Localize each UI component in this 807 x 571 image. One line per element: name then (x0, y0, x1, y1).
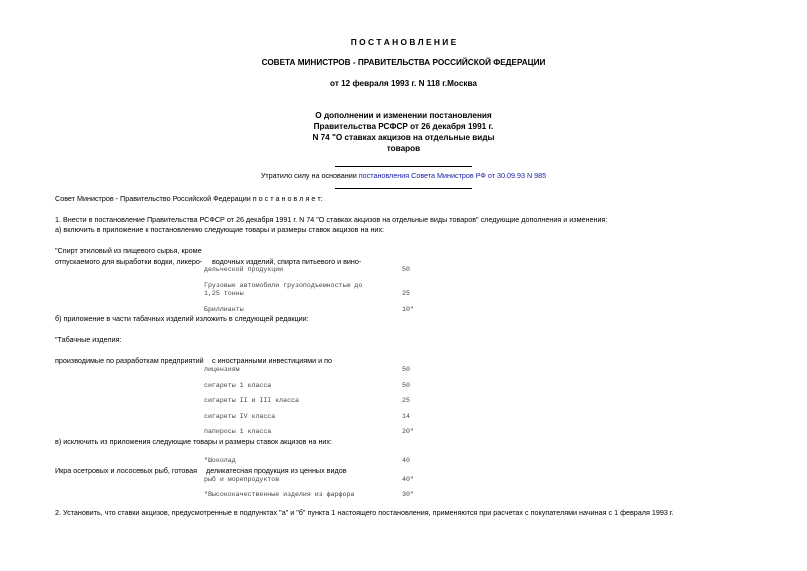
subparagraph-v: в) исключить из приложения следующие товары и размеры ставок акцизов на них: (55, 437, 333, 446)
rate-value: 30" (402, 491, 414, 498)
item-text: Бриллианты (204, 306, 244, 313)
divider-bottom (335, 188, 472, 189)
item-text: 1,25 тонны (204, 290, 244, 297)
item-text: рыб и морепродуктов (204, 476, 280, 483)
status-notice (0, 171, 807, 180)
rate-value: 50 (402, 266, 410, 273)
issuing-authority: СОВЕТА МИНИСТРОВ - ПРАВИТЕЛЬСТВА РОССИЙСКОЙ ФЕДЕРАЦИИ (261, 58, 546, 67)
item-text: деликатесная продукция из ценных видов (206, 466, 347, 475)
rate-value: 50 (402, 366, 410, 373)
preamble: Совет Министров - Правительство Российской Федерации п о с т а н о в л я е т: (55, 194, 323, 203)
paragraph-1: 1. Внести в постановление Правительства РСФСР от 26 декабря 1991 г. N 74 "О ставках акцизов на отдельные виды товаров" следующие дополнения и изменения: (55, 215, 608, 224)
document-title: П О С Т А Н О В Л Е Н И Е (350, 37, 457, 47)
item-text: "Спирт этиловый из пищевого сырья, кроме (55, 246, 202, 255)
item-text: Грузовые автомобили грузоподъемностью до (204, 282, 363, 289)
item-text: лицензиям (204, 366, 240, 373)
subject-line: О дополнении и изменении постановления (315, 111, 492, 120)
subject-line: N 74 "О ставках акцизов на отдельные виды (312, 133, 495, 142)
item-text: сигареты IV класса (204, 413, 276, 420)
divider-top (335, 166, 472, 167)
subject-line: товаров (386, 144, 421, 153)
rate-value: 50 (402, 382, 410, 389)
rate-value: 14 (402, 413, 410, 420)
item-text: "Табачные изделия: (55, 335, 122, 344)
rate-value: 10" (402, 306, 414, 313)
item-text: папиросы 1 класса (204, 428, 272, 435)
rate-value: 25 (402, 290, 410, 297)
item-text: с иностранными инвестициями и по (212, 356, 333, 365)
item-text: сигареты 1 класса (204, 382, 272, 389)
rate-value: 40" (402, 476, 414, 483)
item-text: дельческой продукции (204, 266, 284, 273)
item-text: сигареты II и III класса (204, 397, 299, 404)
item-text: "Шоколад (204, 457, 236, 464)
rate-value: 40 (402, 457, 410, 464)
subject-line: Правительства РСФСР от 26 декабря 1991 г. (313, 122, 494, 131)
subparagraph-a: а) включить в приложение к постановлению следующие товары и размеры ставок акцизов на них: (55, 225, 385, 234)
rate-value: 25 (402, 397, 410, 404)
item-text: "Высококачественные изделия из фарфора (204, 491, 355, 498)
status-prefix: Утратило силу на основании (260, 171, 359, 180)
repeal-decree-link[interactable]: постановления Совета Министров РФ от 30.09.93 N 985 (358, 171, 547, 180)
item-text: Икра осетровых и лососевых рыб, готовая (55, 466, 198, 475)
item-text: производимые по разработкам предприятий (55, 356, 204, 365)
paragraph-2: 2. Установить, что ставки акцизов, предусмотренные в подпунктах "а" и "б" пункта 1 настоящего постановления, применяются при расчетах с покупателями начиная с 1 февраля 1993 г. (55, 508, 674, 517)
rate-value: 20" (402, 428, 414, 435)
subparagraph-b: б) приложение в части табачных изделий изложить в следующей редакции: (55, 314, 309, 323)
document-date: от 12 февраля 1993 г. N 118 г.Москва (330, 79, 477, 88)
item-text: отпускаемого для выработки водки, ликеро- (55, 257, 203, 266)
item-text: водочных изделий, спирта питьевого и вино- (212, 257, 362, 266)
